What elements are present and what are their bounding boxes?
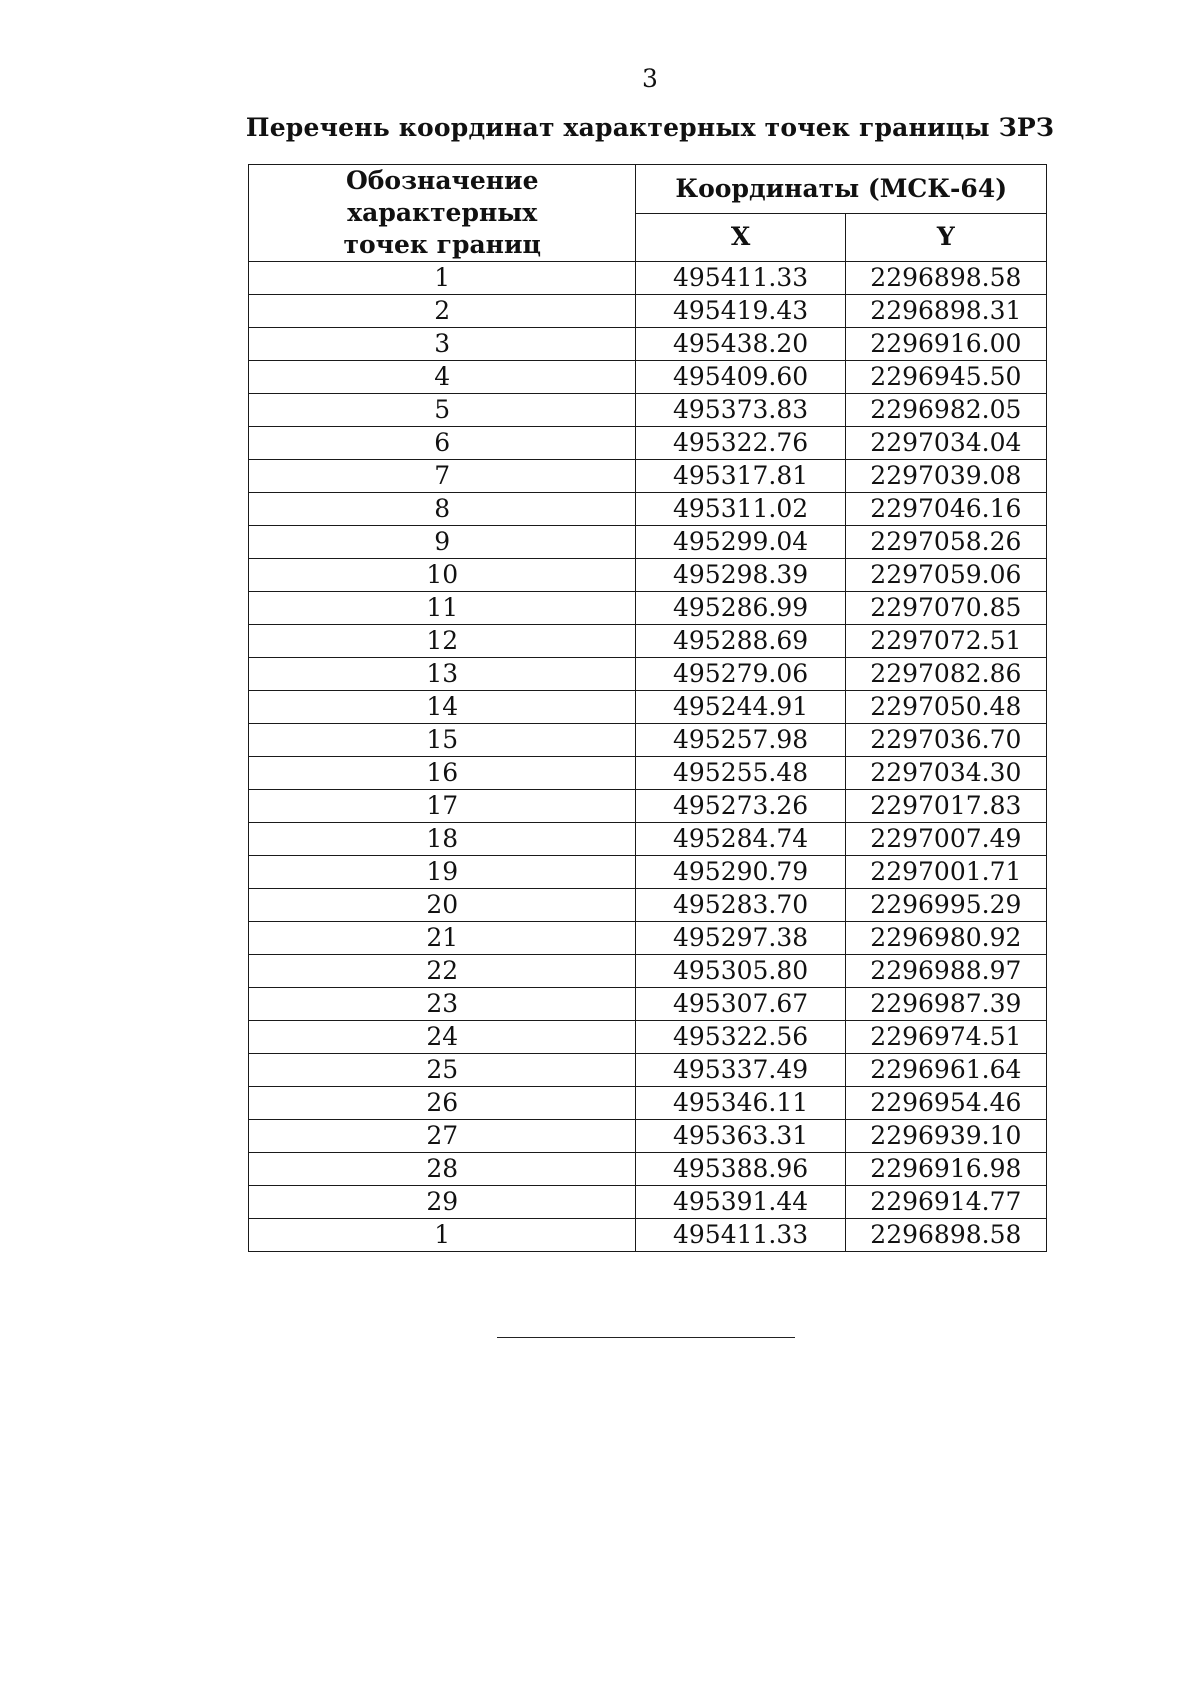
cell-x: 495305.80 xyxy=(636,955,845,988)
table-row xyxy=(249,328,1047,361)
document-title: Перечень координат характерных точек границы ЗРЗ xyxy=(245,113,1055,142)
cell-x: 495346.11 xyxy=(636,1087,845,1120)
cell-point: 28 xyxy=(249,1153,636,1186)
cell-point: 2 xyxy=(249,295,636,328)
cell-point: 23 xyxy=(249,988,636,1021)
table-row xyxy=(249,955,1047,988)
cell-x: 495297.38 xyxy=(636,922,845,955)
cell-x: 495391.44 xyxy=(636,1186,845,1219)
end-divider-line xyxy=(497,1337,795,1338)
cell-x: 495257.98 xyxy=(636,724,845,757)
table-row xyxy=(249,1021,1047,1054)
cell-point: 26 xyxy=(249,1087,636,1120)
table-row xyxy=(249,658,1047,691)
cell-point: 14 xyxy=(249,691,636,724)
cell-point: 25 xyxy=(249,1054,636,1087)
cell-y: 2296988.97 xyxy=(845,955,1046,988)
cell-y: 2296916.98 xyxy=(845,1153,1046,1186)
table-row xyxy=(249,790,1047,823)
cell-y: 2296914.77 xyxy=(845,1186,1046,1219)
header-y: Y xyxy=(845,213,1046,262)
header-x: X xyxy=(636,213,845,262)
cell-point: 20 xyxy=(249,889,636,922)
cell-y: 2297072.51 xyxy=(845,625,1046,658)
cell-point: 8 xyxy=(249,493,636,526)
table-row xyxy=(249,361,1047,394)
table-row xyxy=(249,559,1047,592)
table-row xyxy=(249,691,1047,724)
header-coordinates: Координаты (МСК-64) xyxy=(636,165,1047,214)
cell-point: 5 xyxy=(249,394,636,427)
cell-y: 2297034.04 xyxy=(845,427,1046,460)
cell-x: 495284.74 xyxy=(636,823,845,856)
cell-y: 2297036.70 xyxy=(845,724,1046,757)
table-row xyxy=(249,526,1047,559)
cell-y: 2296898.58 xyxy=(845,1219,1046,1252)
cell-point: 13 xyxy=(249,658,636,691)
cell-y: 2296916.00 xyxy=(845,328,1046,361)
cell-y: 2297050.48 xyxy=(845,691,1046,724)
cell-point: 10 xyxy=(249,559,636,592)
cell-x: 495373.83 xyxy=(636,394,845,427)
cell-x: 495288.69 xyxy=(636,625,845,658)
cell-x: 495411.33 xyxy=(636,262,845,295)
table-row xyxy=(249,394,1047,427)
cell-x: 495419.43 xyxy=(636,295,845,328)
cell-point: 21 xyxy=(249,922,636,955)
cell-point: 9 xyxy=(249,526,636,559)
cell-point: 19 xyxy=(249,856,636,889)
cell-x: 495311.02 xyxy=(636,493,845,526)
table-row xyxy=(249,757,1047,790)
cell-point: 27 xyxy=(249,1120,636,1153)
table-row xyxy=(249,823,1047,856)
cell-y: 2296945.50 xyxy=(845,361,1046,394)
table-row xyxy=(249,1054,1047,1087)
cell-x: 495255.48 xyxy=(636,757,845,790)
cell-y: 2296980.92 xyxy=(845,922,1046,955)
cell-y: 2297059.06 xyxy=(845,559,1046,592)
cell-y: 2297039.08 xyxy=(845,460,1046,493)
cell-point: 18 xyxy=(249,823,636,856)
cell-x: 495279.06 xyxy=(636,658,845,691)
cell-point: 12 xyxy=(249,625,636,658)
cell-y: 2296898.31 xyxy=(845,295,1046,328)
table-row xyxy=(249,295,1047,328)
cell-y: 2297034.30 xyxy=(845,757,1046,790)
table-header xyxy=(249,165,1047,262)
cell-point: 24 xyxy=(249,1021,636,1054)
table-row xyxy=(249,1087,1047,1120)
table-row xyxy=(249,1219,1047,1252)
cell-x: 495438.20 xyxy=(636,328,845,361)
cell-y: 2296982.05 xyxy=(845,394,1046,427)
cell-y: 2296974.51 xyxy=(845,1021,1046,1054)
cell-x: 495273.26 xyxy=(636,790,845,823)
cell-point: 6 xyxy=(249,427,636,460)
cell-y: 2297017.83 xyxy=(845,790,1046,823)
table-row xyxy=(249,592,1047,625)
cell-x: 495322.76 xyxy=(636,427,845,460)
header-row-top xyxy=(249,165,1047,214)
table-row xyxy=(249,460,1047,493)
cell-x: 495409.60 xyxy=(636,361,845,394)
cell-point: 3 xyxy=(249,328,636,361)
cell-point: 15 xyxy=(249,724,636,757)
cell-y: 2297001.71 xyxy=(845,856,1046,889)
cell-point: 1 xyxy=(249,262,636,295)
table-row xyxy=(249,922,1047,955)
table-body xyxy=(249,262,1047,1252)
cell-x: 495299.04 xyxy=(636,526,845,559)
coordinates-table xyxy=(248,164,1047,1252)
cell-y: 2296987.39 xyxy=(845,988,1046,1021)
header-point-designation xyxy=(249,165,636,262)
table-row xyxy=(249,493,1047,526)
cell-point: 17 xyxy=(249,790,636,823)
cell-x: 495317.81 xyxy=(636,460,845,493)
cell-x: 495388.96 xyxy=(636,1153,845,1186)
table-row xyxy=(249,262,1047,295)
table-row xyxy=(249,427,1047,460)
cell-x: 495307.67 xyxy=(636,988,845,1021)
cell-x: 495286.99 xyxy=(636,592,845,625)
cell-x: 495244.91 xyxy=(636,691,845,724)
table-row xyxy=(249,856,1047,889)
cell-y: 2296961.64 xyxy=(845,1054,1046,1087)
table-row xyxy=(249,889,1047,922)
table-row xyxy=(249,988,1047,1021)
header-designation-line1: Обозначение характерных xyxy=(345,166,539,227)
cell-x: 495290.79 xyxy=(636,856,845,889)
cell-y: 2296898.58 xyxy=(845,262,1046,295)
cell-point: 1 xyxy=(249,1219,636,1252)
table-row xyxy=(249,724,1047,757)
cell-y: 2297082.86 xyxy=(845,658,1046,691)
table-row xyxy=(249,1120,1047,1153)
cell-point: 4 xyxy=(249,361,636,394)
cell-y: 2297058.26 xyxy=(845,526,1046,559)
cell-y: 2296954.46 xyxy=(845,1087,1046,1120)
cell-point: 29 xyxy=(249,1186,636,1219)
cell-y: 2297007.49 xyxy=(845,823,1046,856)
table-row xyxy=(249,1153,1047,1186)
cell-y: 2297070.85 xyxy=(845,592,1046,625)
page-number: 3 xyxy=(642,64,658,93)
cell-x: 495363.31 xyxy=(636,1120,845,1153)
cell-x: 495411.33 xyxy=(636,1219,845,1252)
table-row xyxy=(249,1186,1047,1219)
cell-y: 2297046.16 xyxy=(845,493,1046,526)
cell-point: 11 xyxy=(249,592,636,625)
header-designation-line2: точек границ xyxy=(343,230,541,259)
cell-x: 495337.49 xyxy=(636,1054,845,1087)
cell-x: 495298.39 xyxy=(636,559,845,592)
cell-y: 2296939.10 xyxy=(845,1120,1046,1153)
cell-x: 495283.70 xyxy=(636,889,845,922)
cell-x: 495322.56 xyxy=(636,1021,845,1054)
cell-y: 2296995.29 xyxy=(845,889,1046,922)
cell-point: 16 xyxy=(249,757,636,790)
table-row xyxy=(249,625,1047,658)
cell-point: 7 xyxy=(249,460,636,493)
cell-point: 22 xyxy=(249,955,636,988)
